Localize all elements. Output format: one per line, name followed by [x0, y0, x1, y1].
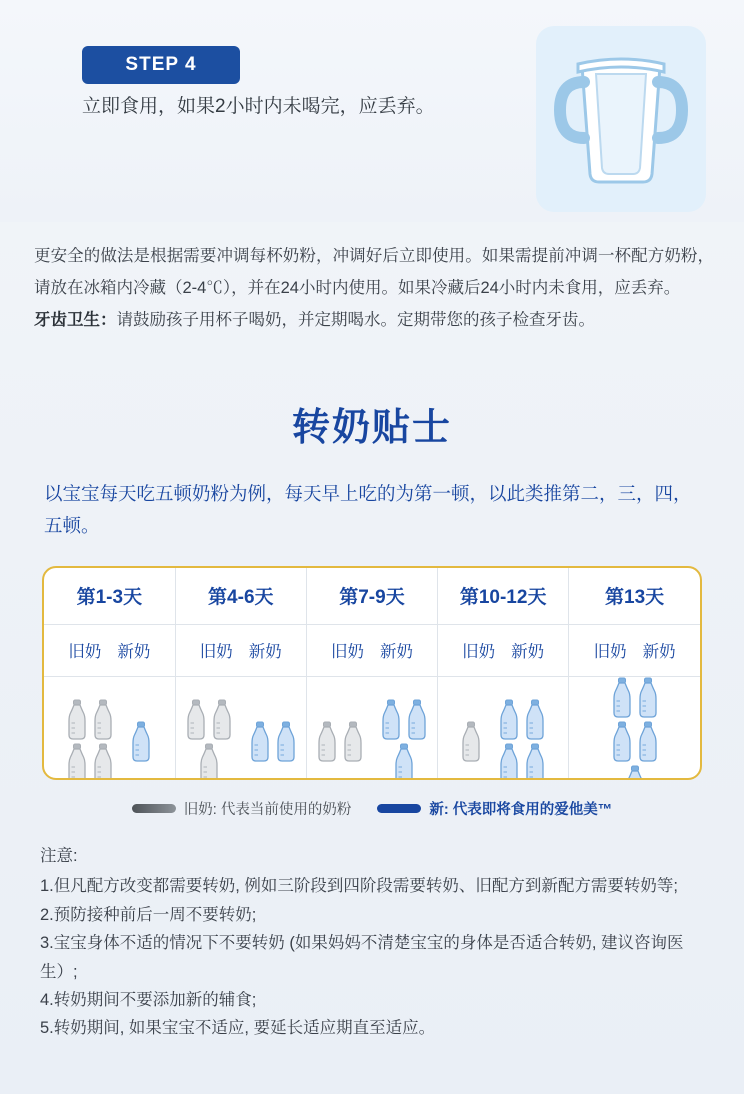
bottle-new-icon [523, 743, 547, 781]
bottle-new-icon [623, 765, 647, 781]
bottle-group-new [494, 699, 550, 781]
note-item: 1.但凡配方改变都需要转奶, 例如三阶段到四阶段需要转奶、旧配方到新配方需要转奶等; [40, 877, 679, 896]
bottle-old-icon [197, 743, 221, 781]
table-icon-cell [438, 676, 569, 780]
step-description: 立即食用，如果2小时内未喝完，应丢弃。 [82, 96, 435, 117]
table-header-cell: 第4-6天 [175, 568, 306, 624]
bottle-old-icon [210, 699, 234, 741]
table-header-row [44, 568, 700, 624]
bottle-new-icon [636, 721, 660, 763]
old-milk-label: 旧奶 [593, 643, 627, 661]
bottle-new-icon [636, 677, 660, 719]
notes-title: 注意: [40, 847, 78, 865]
table-sublabel-cell [44, 624, 175, 676]
bottle-old-icon [65, 743, 89, 781]
legend-bar-old-icon [132, 804, 176, 813]
table-header-cell: 第10-12天 [438, 568, 569, 624]
transition-schedule-table [42, 566, 702, 780]
bottle-group-new [607, 677, 663, 781]
table-icon-cell [569, 676, 700, 780]
table-header-cell: 第7-9天 [306, 568, 437, 624]
bottle-new-icon [248, 721, 272, 763]
table-icon-row [44, 676, 700, 780]
switch-description: 以宝宝每天吃五顿奶粉为例，每天早上吃的为第一顿，以此类推第二，三，四，五顿。 [44, 483, 692, 537]
bottle-new-icon [523, 699, 547, 741]
bottle-group-container [438, 677, 568, 781]
bottle-old-icon [65, 699, 89, 741]
safety-paragraph [34, 240, 714, 337]
bottle-group-old [62, 699, 118, 781]
hygiene-text: 请鼓励孩子用杯子喝奶，并定期喝水。定期带您的孩子检查牙齿。 [116, 311, 595, 330]
table-icon-cell [175, 676, 306, 780]
old-milk-label: 旧奶 [68, 643, 102, 661]
table-icon-cell [44, 676, 175, 780]
bottle-new-icon [610, 721, 634, 763]
legend-new-text: 新: 代表即将食用的爱他美™ [429, 802, 613, 818]
new-milk-label: 新奶 [117, 643, 151, 661]
new-milk-label: 新奶 [642, 643, 676, 661]
bottle-old-icon [184, 699, 208, 741]
legend [42, 798, 702, 819]
bottle-new-icon [610, 677, 634, 719]
new-milk-label: 新奶 [248, 643, 282, 661]
bottle-new-icon [129, 721, 153, 763]
old-milk-label: 旧奶 [199, 643, 233, 661]
notes-section [40, 842, 712, 1043]
bottle-group-old [181, 699, 237, 781]
old-milk-label: 旧奶 [462, 643, 496, 661]
bottle-old-icon [91, 699, 115, 741]
legend-bar-new-icon [377, 804, 421, 813]
page-title: 转奶贴士 [291, 407, 452, 449]
safety-body: 更安全的做法是根据需要冲调每杯奶粉，冲调好后立即使用。如果需提前冲调一杯配方奶粉，请放在冰箱内冷藏（2-4℃），并在24小时内使用。如果冷藏后24小时内未食用，应丢弃。 [34, 247, 714, 298]
note-item: 3.宝宝身体不适的情况下不要转奶 (如果妈妈不清楚宝宝的身体是否适合转奶, 建议咨询医生）; [40, 934, 684, 981]
bottle-group-container [176, 677, 306, 781]
bottle-old-icon [459, 721, 483, 763]
bottle-group-container [307, 677, 437, 781]
table-sublabel-cell [306, 624, 437, 676]
table-sublabel-cell [175, 624, 306, 676]
bottle-group-new [126, 721, 156, 763]
table-sublabel-cell [569, 624, 700, 676]
bottle-new-icon [497, 699, 521, 741]
bottle-new-icon [379, 699, 403, 741]
legend-item-new [377, 798, 612, 819]
bottle-new-icon [274, 721, 298, 763]
legend-item-old [132, 798, 352, 819]
new-milk-label: 新奶 [511, 643, 545, 661]
bottle-group-new [376, 699, 432, 781]
bottle-group-old [312, 721, 368, 763]
note-item: 2.预防接种前后一周不要转奶; [40, 905, 257, 924]
bottle-group-container [44, 677, 175, 781]
bottle-old-icon [91, 743, 115, 781]
table-sublabel-row [44, 624, 700, 676]
bottle-group-container [569, 677, 700, 781]
note-item: 4.转奶期间不要添加新的辅食; [40, 990, 257, 1009]
note-item: 5.转奶期间, 如果宝宝不适应, 要延长适应期直至适应。 [40, 1019, 436, 1038]
table-sublabel-cell [438, 624, 569, 676]
bottle-new-icon [392, 743, 416, 781]
bottle-old-icon [341, 721, 365, 763]
table-header-cell: 第13天 [569, 568, 700, 624]
bottle-new-icon [405, 699, 429, 741]
bottle-old-icon [315, 721, 339, 763]
legend-old-text: 旧奶: 代表当前使用的奶粉 [183, 802, 352, 818]
step-badge: STEP 4 [82, 46, 240, 84]
old-milk-label: 旧奶 [330, 643, 364, 661]
step-section [0, 0, 744, 222]
table-header-cell: 第1-3天 [44, 568, 175, 624]
table-icon-cell [306, 676, 437, 780]
sippy-cup-icon [548, 48, 694, 190]
new-milk-label: 新奶 [379, 643, 413, 661]
bottle-new-icon [497, 743, 521, 781]
bottle-group-old [456, 721, 486, 763]
bottle-group-new [245, 721, 301, 763]
hygiene-label: 牙齿卫生： [34, 311, 117, 330]
sippy-cup-card [536, 26, 706, 212]
